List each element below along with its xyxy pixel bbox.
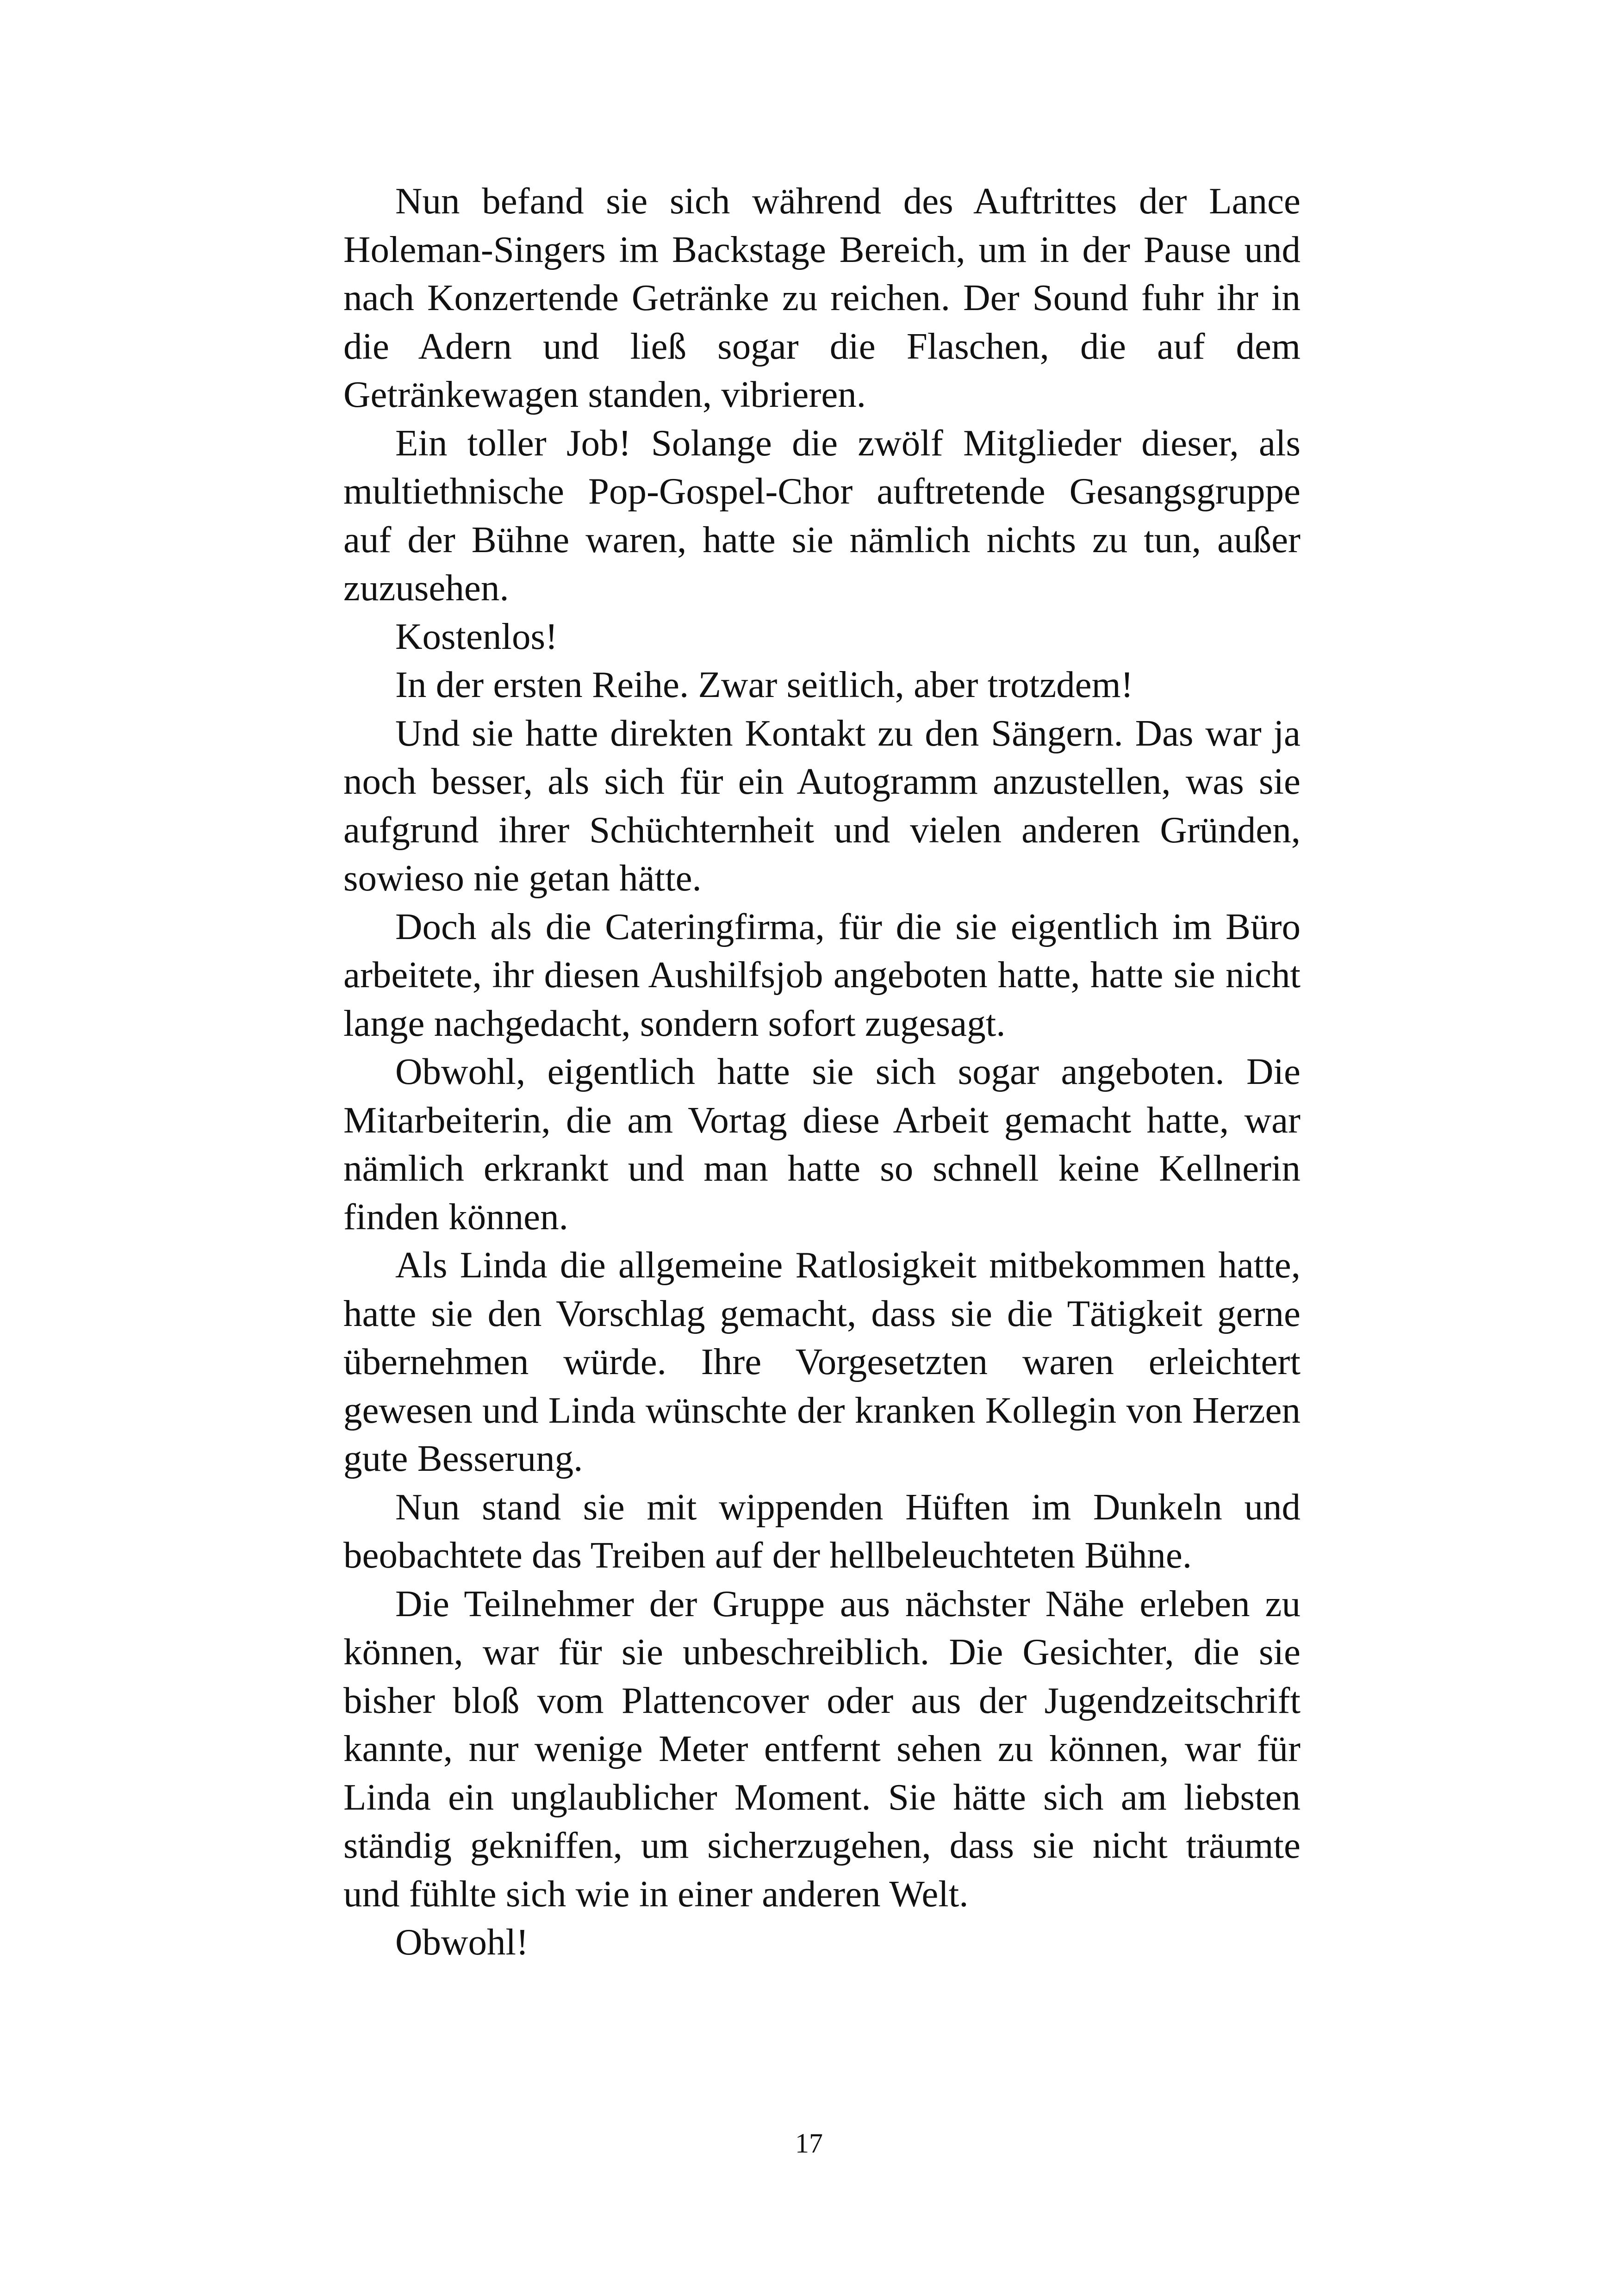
paragraph: Die Teilnehmer der Gruppe aus nächster Nähe erleben zu können, war für sie unbeschreiblich. Die Gesichter, die sie bisher bloß vom Plattencover oder aus der Jugendzeitschrift kannte, nur wenige Meter entfernt sehen zu können, war für Linda ein unglaublicher Moment. Sie hätte sich am liebsten ständig gekniffen, um sicherzugehen, dass sie nicht träumte und fühlte sich wie in einer anderen Welt. [343, 1582, 1301, 1915]
paragraph: Als Linda die allgemeine Ratlosigkeit mitbekommen hatte, hatte sie den Vorschlag gemacht, dass sie die Tätigkeit gerne übernehmen würde. Ihre Vorgesetzten waren erleichtert gewesen und Linda wünschte der kranken Kollegin von Herzen gute Besserung. [343, 1244, 1301, 1479]
paragraph: Obwohl! [395, 1921, 529, 1963]
page-number: 17 [795, 2128, 823, 2159]
paragraph: Nun stand sie mit wippenden Hüften im Dunkeln und beobachtete das Treiben auf der hellbeleuchteten Bühne. [343, 1486, 1301, 1576]
paragraph: Obwohl, eigentlich hatte sie sich sogar angeboten. Die Mitarbeiterin, die am Vortag diese Arbeit gemacht hatte, war nämlich erkrankt und man hatte so schnell keine Kellnerin finden können. [343, 1051, 1301, 1238]
paragraph: Ein toller Job! Solange die zwölf Mitglieder dieser, als multiethnische Pop-Gospel-Chor auftretende Gesangsgruppe auf der Bühne waren, hatte sie nämlich nichts zu tun, außer zuzusehen. [343, 422, 1301, 609]
paragraph: In der ersten Reihe. Zwar seitlich, aber trotzdem! [395, 664, 1133, 705]
paragraph: Kostenlos! [395, 615, 558, 657]
paragraph: Und sie hatte direkten Kontakt zu den Sängern. Das war ja noch besser, als sich für ein Autogramm anzustellen, was sie aufgrund ihrer Schüchternheit und vielen anderen Gründen, sowieso nie getan hätte. [343, 712, 1301, 899]
paragraph: Nun befand sie sich während des Auftrittes der Lance Holeman-Singers im Backstage Bereich, um in der Pause und nach Konzertende Getränke zu reichen. Der Sound fuhr ihr in die Adern und ließ sogar die Flaschen, die auf dem Getränkewagen standen, vibrieren. [343, 180, 1301, 415]
paragraph: Doch als die Cateringfirma, für die sie eigentlich im Büro arbeitete, ihr diesen Aushilfsjob angeboten hatte, hatte sie nicht lange nachgedacht, sondern sofort zugesagt. [343, 905, 1301, 1044]
body-text [343, 177, 1301, 1966]
